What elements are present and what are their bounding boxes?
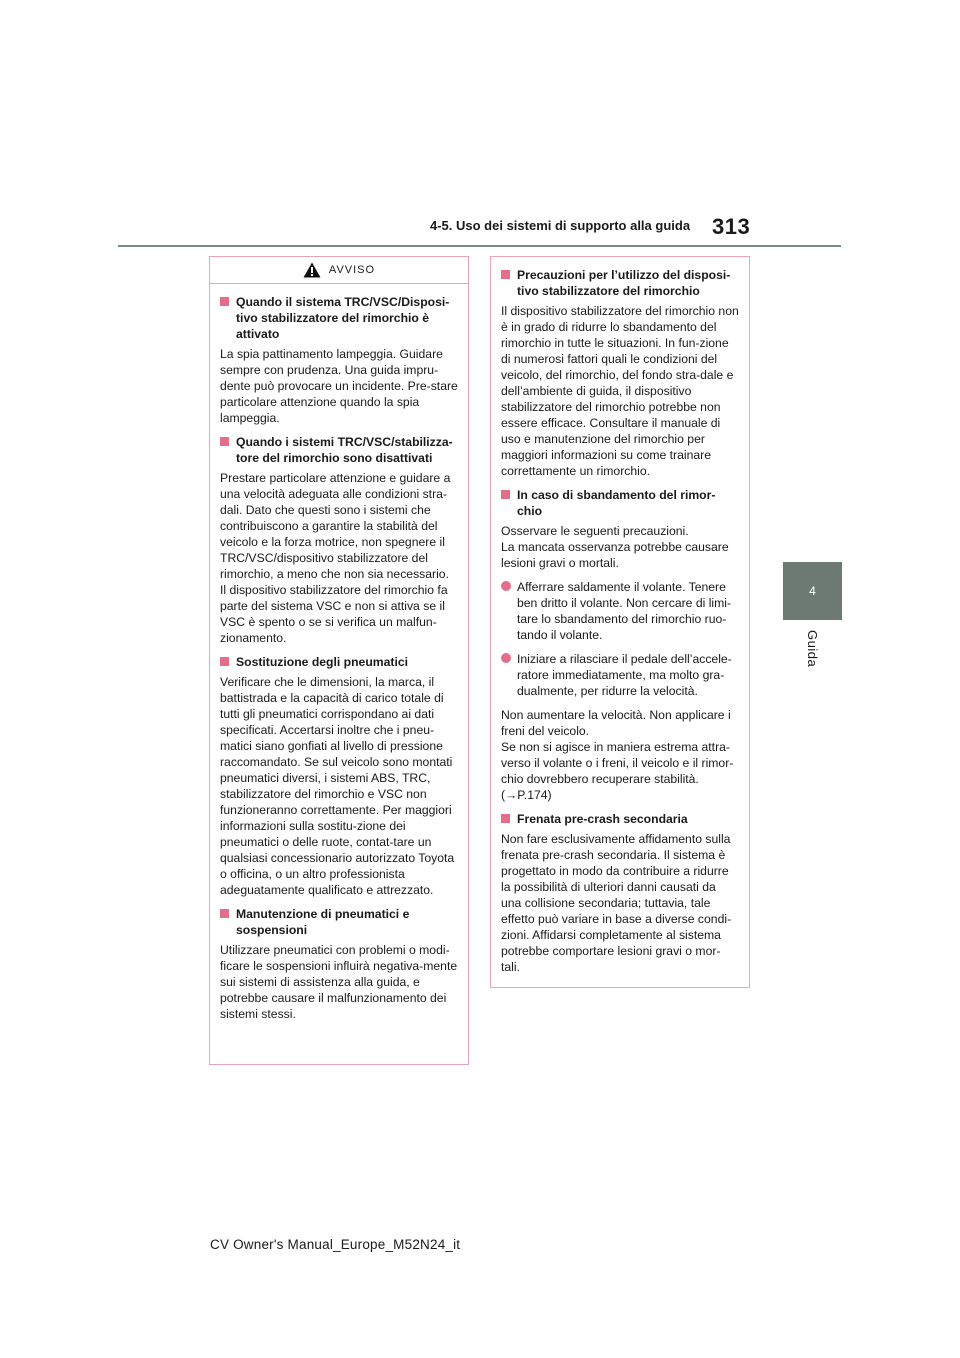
square-bullet-icon — [501, 814, 510, 823]
chapter-label — [783, 630, 842, 670]
paragraph: Non fare esclusivamente affidamento sulla frenata pre-crash secondaria. Il sistema è progettato in modo da contribuire a ridurre la possibilità di ulteriori danni causati da una collisione secondaria; tuttavia, tale effetto può variare in base a diverse condi-zioni. Affidarsi completamente al sistema potrebbe comportare lesioni gravi o mor-tali. — [501, 832, 732, 974]
paragraph: Prestare particolare attenzione e guidare a una velocità adeguata alle condizioni stra-dali. Dato che questi sono i sistemi che contribuiscono a garantire la stabilità del veicolo e la forza motrice, non spegnere il TRC/VSC/dispositivo stabilizzatore del rimorchio, a meno che non sia necessario. Il dispositivo stabilizzatore del rimorchio fa parte del sistema VSC e non si attiva se il VSC è spento o se si verifica un malfun-zionamento. — [220, 471, 451, 645]
subhead-text: Precauzioni per l’utilizzo del disposi-tivo stabilizzatore del rimorchio — [517, 268, 731, 298]
warning-label: AVVISO — [328, 264, 376, 276]
subhead-tire-replacement — [220, 654, 458, 670]
footer-manual-id: CV Owner's Manual_Europe_M52N24_it — [210, 1237, 461, 1252]
circle-bullet-icon — [501, 581, 511, 591]
subhead-secondary-precrash — [501, 811, 739, 827]
section-title: 4-5. Uso dei sistemi di supporto alla guida — [430, 218, 691, 233]
subhead-text: In caso di sbandamento del rimor-chio — [517, 488, 716, 518]
subhead-tire-maintenance — [220, 906, 458, 938]
subhead-trailer-stabilizer — [501, 267, 739, 299]
square-bullet-icon — [220, 297, 229, 306]
paragraph: Utilizzare pneumatici con problemi o modi-ficare le sospensioni influirà negativa-mente sui sistemi di assistenza alla guida, e potrebbe causare il malfunzionamento dei sistemi stessi. — [220, 943, 458, 1021]
warning-triangle-icon — [303, 262, 321, 278]
header-rule — [118, 245, 841, 247]
subhead-trc-off — [220, 434, 458, 466]
list-item-text: Afferrare saldamente il volante. Tenere ben dritto il volante. Non cercare di limi-tare lo sbandamento del rimorchio ruo-tando il volante. — [517, 580, 732, 642]
subhead-text: Quando il sistema TRC/VSC/Disposi-tivo stabilizzatore del rimorchio è attivato — [236, 295, 450, 341]
paragraph — [501, 523, 739, 571]
paragraph-line: Se non si agisce in maniera estrema attra-verso il volante o i freni, il veicolo e il rimor-chio dovrebbero recuperare stabilità. — [501, 740, 734, 786]
warning-box-left — [209, 256, 469, 1065]
page-number: 313 — [712, 214, 751, 239]
subhead-text: Frenata pre-crash secondaria — [517, 812, 688, 826]
subhead-text: Sostituzione degli pneumatici — [236, 655, 408, 669]
square-bullet-icon — [501, 490, 510, 499]
subhead-trailer-sway — [501, 487, 739, 519]
list-item — [501, 651, 739, 699]
page-reference-link[interactable]: (→P.174) — [501, 788, 552, 802]
warning-box-right — [490, 256, 750, 988]
paragraph-line: Osservare le seguenti precauzioni. — [501, 524, 689, 538]
square-bullet-icon — [220, 657, 229, 666]
chapter-tab — [783, 562, 842, 620]
chapter-name: Guida — [805, 630, 820, 668]
warning-header — [210, 257, 468, 284]
subhead-trc-active — [220, 294, 458, 342]
list-item-text: Iniziare a rilasciare il pedale dell’accele-ratore immediatamente, ma molto gra-dualmente, per ridurre la velocità. — [517, 652, 732, 698]
square-bullet-icon — [220, 909, 229, 918]
square-bullet-icon — [501, 270, 510, 279]
chapter-number: 4 — [809, 584, 816, 598]
paragraph-line: La mancata osservanza potrebbe causare lesioni gravi o mortali. — [501, 540, 729, 570]
subhead-text: Quando i sistemi TRC/VSC/stabilizza-tore del rimorchio sono disattivati — [236, 435, 453, 465]
paragraph: La spia pattinamento lampeggia. Guidare sempre con prudenza. Una guida impru-dente può provocare un incidente. Pre-stare particolare attenzione quando la spia lampeggia. — [220, 347, 458, 425]
paragraph: Il dispositivo stabilizzatore del rimorchio non è in grado di ridurre lo sbandamento del rimorchio in tutte le situazioni. In fun-zione di numerosi fattori quali le condizioni del veicolo, del rimorchio, del fondo stra-dale e dell’ambiente di guida, il dispositivo stabilizzatore del rimorchio potrebbe non essere efficace. Consultare il manuale di uso e manutenzione del rimorchio per maggiori informazioni su come trainare correttamente un rimorchio. — [501, 304, 739, 478]
paragraph-line: Non aumentare la velocità. Non applicare i freni del veicolo. — [501, 708, 731, 738]
circle-bullet-icon — [501, 653, 511, 663]
list-item — [501, 579, 739, 643]
subhead-text: Manutenzione di pneumatici e sospensioni — [236, 907, 410, 937]
paragraph: Verificare che le dimensioni, la marca, il battistrada e la capacità di carico totale di tutti gli pneumatici corrispondano ai dati specificati. Accertarsi inoltre che i pneu-matici siano gonfiati al livello di pressione raccomandato. Se sul veicolo sono montati pneumatici diversi, i sistemi ABS, TRC, stabilizzatore del rimorchio e VSC non funzioneranno correttamente. Per maggiori informazioni sulla sostitu-zione dei pneumatici o delle ruote, contat-tare un qualsiasi concessionario autorizzato Toyota o officina, o un altro professionista adeguatamente qualificato e attrezzato. — [220, 675, 455, 897]
paragraph — [501, 707, 739, 803]
square-bullet-icon — [220, 437, 229, 446]
